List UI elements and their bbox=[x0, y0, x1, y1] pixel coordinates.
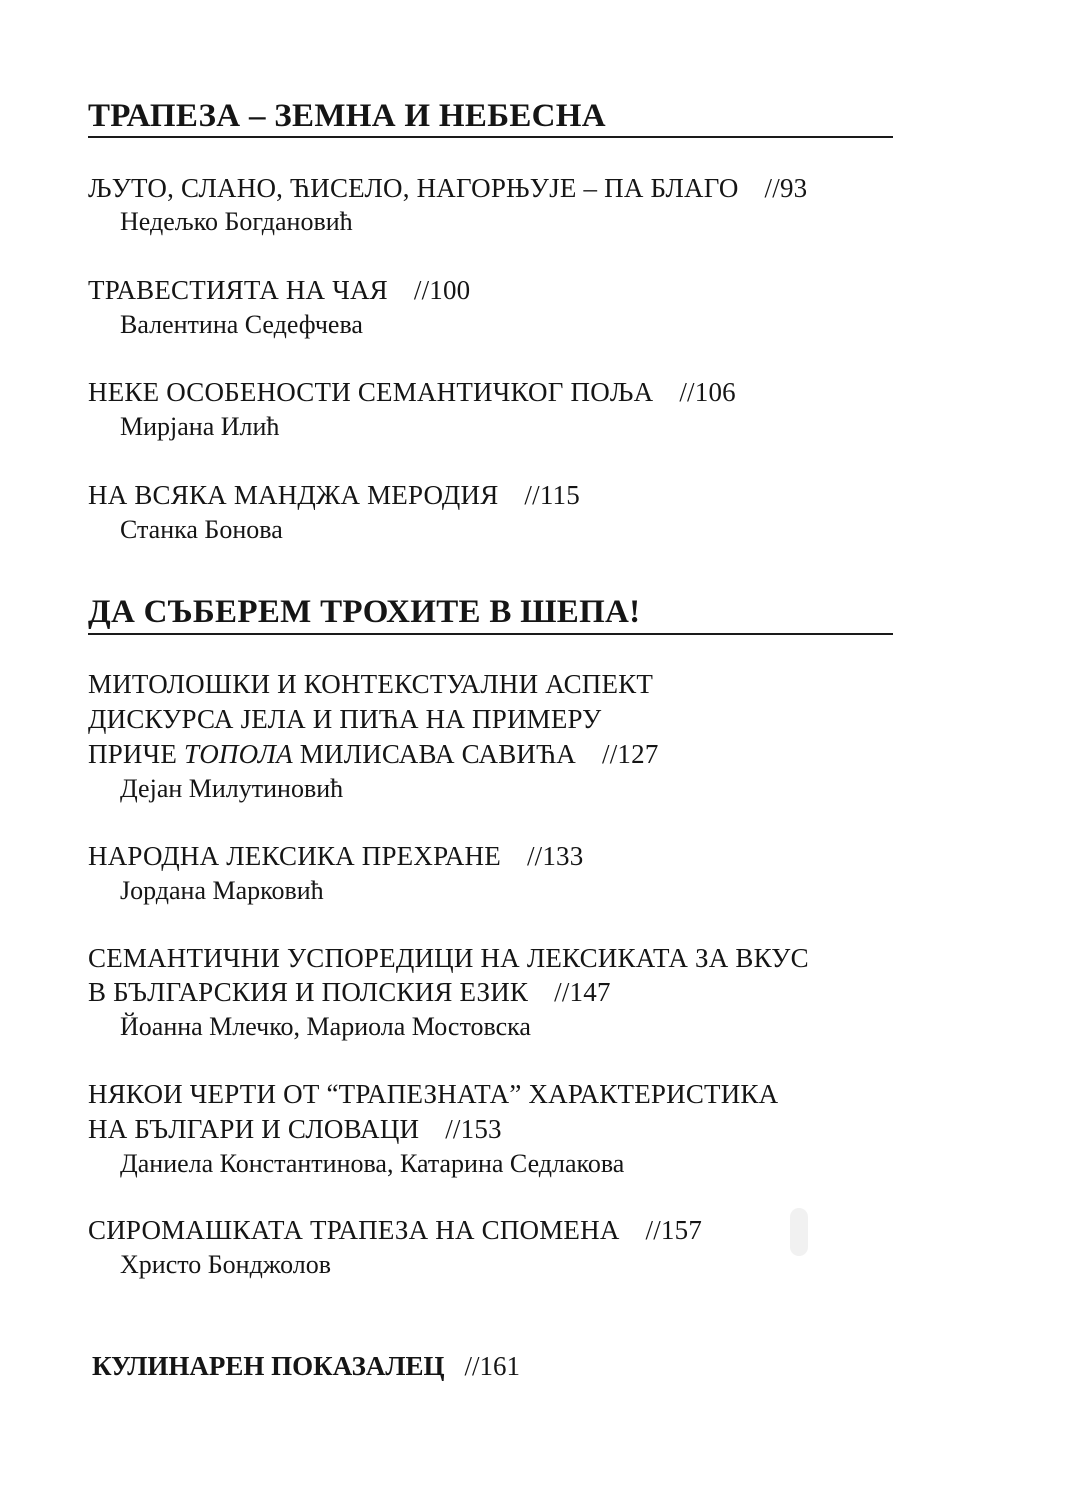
toc-entry-title: НАРОДНА ЛЕКСИКА ПРЕХРАНЕ //133 bbox=[88, 841, 584, 871]
section-rule bbox=[88, 633, 893, 635]
toc-entry-title: НЕКЕ ОСОБЕНОСТИ СЕМАНТИЧКОГ ПОЉА //106 bbox=[88, 377, 736, 407]
toc-entry-title: НА ВСЯКА МАНДЖА МЕРОДИЯ //115 bbox=[88, 480, 580, 510]
page-number: //147 bbox=[554, 977, 611, 1007]
section-rule bbox=[88, 136, 893, 138]
page-number: //115 bbox=[524, 480, 580, 510]
toc-entry-title-line: МИТОЛОШКИ И КОНТЕКСТУАЛНИ АСПЕКТ bbox=[88, 669, 654, 699]
toc-entry-title-line: ДИСКУРСА ЈЕЛА И ПИЋА НА ПРИМЕРУ bbox=[88, 704, 602, 734]
page-number: //161 bbox=[464, 1351, 520, 1381]
toc-entry-title: ЉУТО, СЛАНО, ЋИСЕЛО, НАГОРЊУЈЕ – ПА БЛАГО //93 bbox=[88, 173, 808, 203]
toc-entry-author: Даниела Константинова, Катарина Седлакова bbox=[120, 1149, 625, 1178]
toc-entry-title: ТРАВЕСТИЯТА НА ЧАЯ //100 bbox=[88, 275, 471, 305]
toc-entry-title: СИРОМАШКАТА ТРАПЕЗА НА СПОМЕНА //157 bbox=[88, 1215, 703, 1245]
final-entry: КУЛИНАРЕН ПОКАЗАЛЕЦ //161 bbox=[92, 1351, 520, 1381]
section-heading: ДА СЪБЕРЕМ ТРОХИТЕ В ШЕПА! bbox=[88, 594, 641, 630]
page-number: //153 bbox=[445, 1114, 502, 1144]
italic-title: ТОПОЛА bbox=[184, 739, 293, 769]
page-number: //157 bbox=[645, 1215, 703, 1245]
page-number: //100 bbox=[413, 275, 471, 305]
toc-entry-author: Јордана Марковић bbox=[120, 876, 324, 905]
toc-entry-author: Йоанна Млечко, Мариола Мостовска bbox=[120, 1012, 531, 1041]
toc-entry-title-line: ПРИЧЕ ТОПОЛА МИЛИСАВА САВИЋА //127 bbox=[88, 739, 659, 769]
toc-entry-title-line: НЯКОИ ЧЕРТИ ОТ “ТРАПЕЗНАТА” ХАРАКТЕРИСТИКА bbox=[88, 1079, 779, 1109]
toc-entry-title-line: В БЪЛГАРСКИЯ И ПОЛСКИЯ ЕЗИК //147 bbox=[88, 977, 611, 1007]
page-number: //106 bbox=[679, 377, 736, 407]
toc-entry-author: Недељко Богдановић bbox=[120, 207, 353, 236]
page-number: //133 bbox=[526, 841, 584, 871]
toc-entry-author: Станка Бонова bbox=[120, 515, 283, 544]
toc-entry-title-line: СЕМАНТИЧНИ УСПОРЕДИЦИ НА ЛЕКСИКАТА ЗА ВКУС bbox=[88, 943, 809, 973]
scan-smudge bbox=[790, 1208, 808, 1256]
toc-entry-author: Мирјана Илић bbox=[120, 412, 280, 441]
page-number: //127 bbox=[602, 739, 659, 769]
section-heading: ТРАПЕЗА – ЗЕМНА И НЕБЕСНА bbox=[88, 98, 606, 134]
page-number: //93 bbox=[764, 173, 808, 203]
toc-entry-author: Христо Бонджолов bbox=[120, 1250, 332, 1279]
toc-entry-author: Валентина Седефчева bbox=[120, 310, 363, 339]
toc-entry-title-line: НА БЪЛГАРИ И СЛОВАЦИ //153 bbox=[88, 1114, 502, 1144]
toc-entry-author: Дејан Милутиновић bbox=[120, 774, 344, 803]
